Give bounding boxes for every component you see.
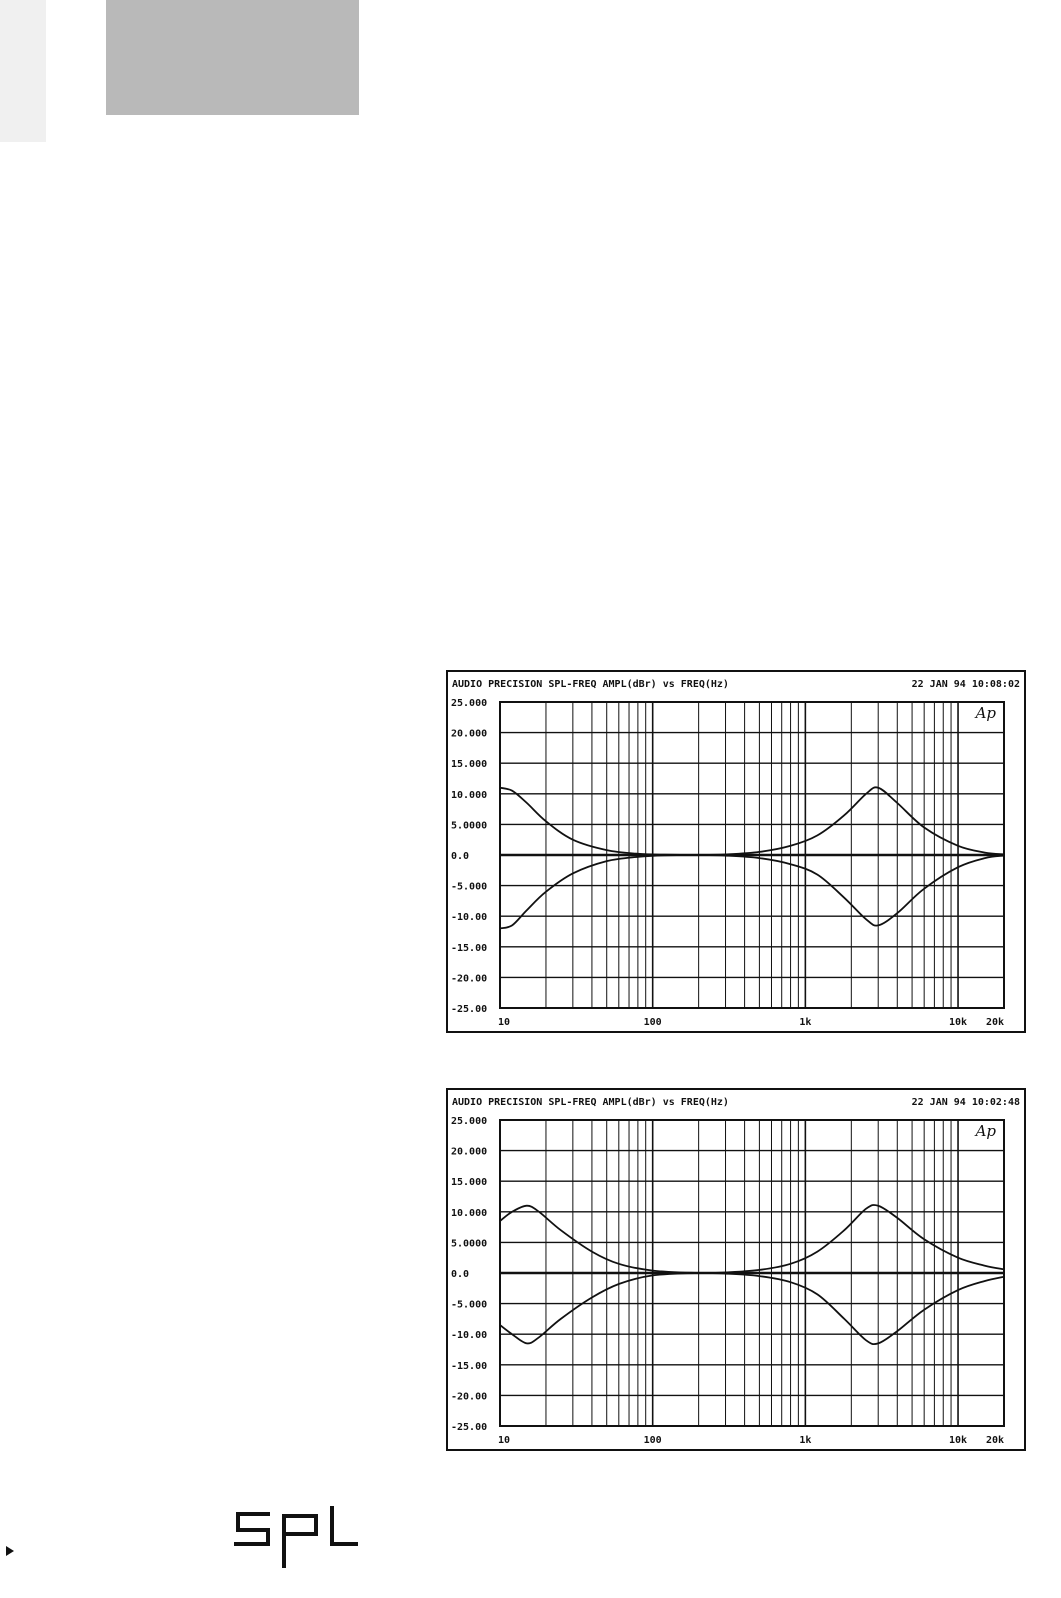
header-gray-block xyxy=(106,0,359,115)
chart-1-svg xyxy=(448,672,1024,1031)
series-line-2 xyxy=(500,1273,1004,1344)
page-arrow-icon xyxy=(6,1546,14,1556)
chart-timestamp: 22 JAN 94 10:08:02 xyxy=(911,679,1020,690)
x-tick-label: 10k xyxy=(949,1017,968,1028)
y-tick-label: 15.000 xyxy=(451,1177,488,1189)
frequency-response-chart-2 xyxy=(446,1088,1026,1451)
y-tick-label: -20.00 xyxy=(451,1391,488,1403)
x-tick-label: 10 xyxy=(498,1435,511,1446)
y-tick-label: 10.000 xyxy=(451,789,488,801)
x-tick-label: 100 xyxy=(643,1017,662,1028)
y-tick-label: -20.00 xyxy=(451,973,488,985)
y-tick-label: -5.000 xyxy=(451,1299,488,1311)
y-tick-label: 5.0000 xyxy=(451,820,488,832)
x-tick-label: 1k xyxy=(799,1435,812,1446)
y-tick-label: -15.00 xyxy=(451,1360,488,1372)
spl-logo xyxy=(232,1506,362,1570)
x-tick-label: 10k xyxy=(949,1435,968,1446)
series-line-1 xyxy=(500,1205,1004,1273)
y-tick-label: -25.00 xyxy=(451,1004,488,1015)
y-tick-label: 0.0 xyxy=(451,1269,470,1280)
y-tick-label: 25.000 xyxy=(451,1116,488,1127)
y-tick-label: -10.00 xyxy=(451,912,488,924)
y-tick-label: -15.00 xyxy=(451,942,488,954)
y-tick-label: -25.00 xyxy=(451,1422,488,1433)
y-tick-label: 5.0000 xyxy=(451,1238,488,1250)
y-tick-label: 15.000 xyxy=(451,759,488,771)
y-tick-label: 20.000 xyxy=(451,1146,488,1158)
x-tick-label: 20k xyxy=(985,1017,1004,1028)
y-tick-label: 10.000 xyxy=(451,1207,488,1219)
y-tick-label: -5.000 xyxy=(451,881,488,893)
series-line-1 xyxy=(500,787,1004,855)
series-line-2 xyxy=(500,855,1004,928)
ap-brand-mark: Ap xyxy=(975,1122,996,1140)
x-tick-label: 10 xyxy=(498,1017,511,1028)
y-tick-label: -10.00 xyxy=(451,1330,488,1342)
ap-brand-mark: Ap xyxy=(975,704,996,722)
side-tab-block xyxy=(0,0,46,142)
x-tick-label: 100 xyxy=(643,1435,662,1446)
x-tick-label: 1k xyxy=(799,1017,812,1028)
chart-title: AUDIO PRECISION SPL-FREQ AMPL(dBr) vs FREQ(Hz) xyxy=(452,679,729,690)
frequency-response-chart-1 xyxy=(446,670,1026,1033)
chart-timestamp: 22 JAN 94 10:02:48 xyxy=(911,1097,1020,1108)
y-tick-label: 0.0 xyxy=(451,851,470,862)
chart-2-svg xyxy=(448,1090,1024,1449)
y-tick-label: 25.000 xyxy=(451,698,488,709)
x-tick-label: 20k xyxy=(985,1435,1004,1446)
y-tick-label: 20.000 xyxy=(451,728,488,740)
chart-title: AUDIO PRECISION SPL-FREQ AMPL(dBr) vs FREQ(Hz) xyxy=(452,1097,729,1108)
